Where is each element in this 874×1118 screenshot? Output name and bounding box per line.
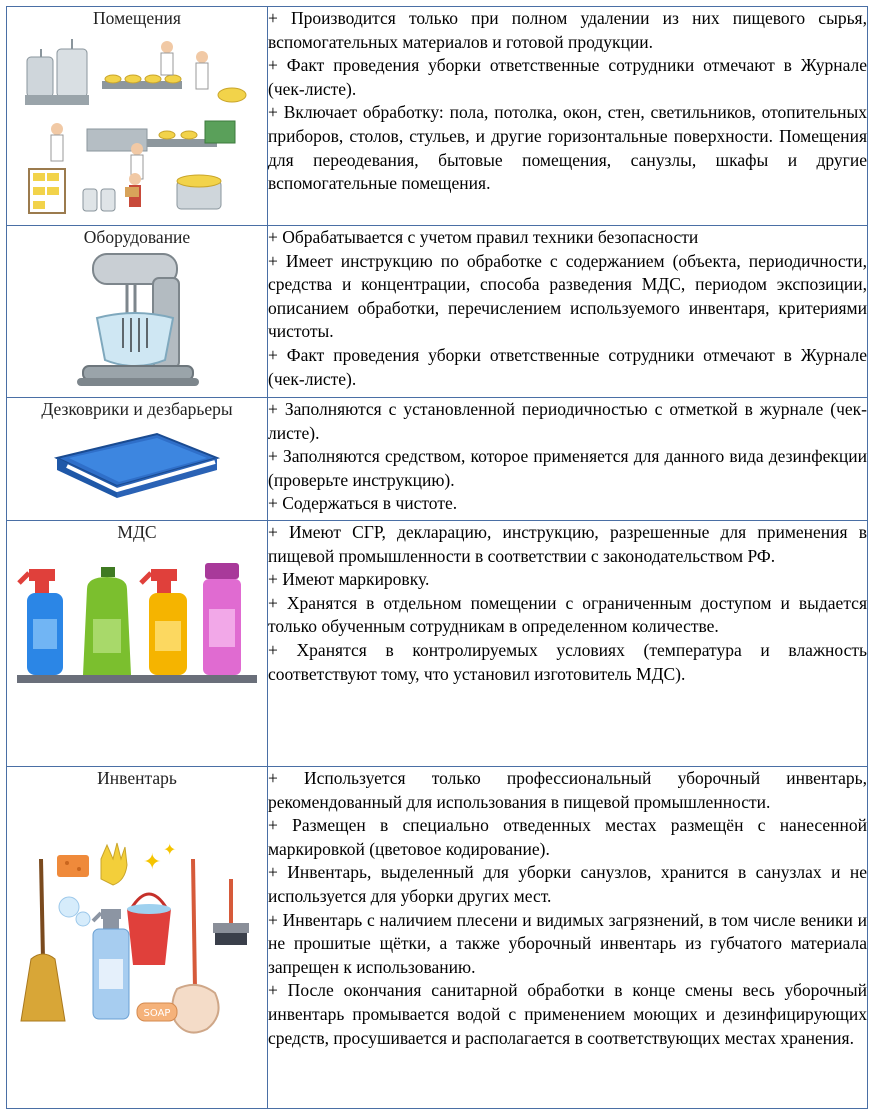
- row-right-cell: [268, 226, 868, 398]
- row-right-cell: [268, 767, 868, 1109]
- row-paragraph: + Имеют маркировку.: [268, 569, 430, 590]
- row-paragraph: + Имеют СГР, декларацию, инструкцию, разрешенные для применения в пищевой промышленности в соответствии с законодательством РФ.: [268, 522, 867, 566]
- row-title: Дезковрики и дезбарьеры: [41, 399, 233, 419]
- row-title: Оборудование: [83, 227, 191, 247]
- row-left-cell: [7, 226, 268, 398]
- row-paragraph: + Хранятся в контролируемых условиях (температура и влажность соответствуют тому, что установил изготовитель МДС).: [268, 639, 867, 684]
- row-right-cell: [268, 7, 868, 226]
- row-left-cell: [7, 398, 268, 521]
- row-title: МДС: [117, 522, 157, 542]
- disinfection-mat-illustration: [47, 420, 227, 512]
- row-left-cell: [7, 521, 268, 767]
- row-right-cell: [268, 521, 868, 767]
- food-factory-illustration: [17, 29, 257, 217]
- row-title: Инвентарь: [97, 768, 177, 788]
- row-paragraph: + Содержаться в чистоте.: [268, 493, 458, 514]
- row-paragraph: + Используется только профессиональный уборочный инвентарь, рекомендованный для использования в пищевой промышленности.: [268, 768, 867, 812]
- table-row: [7, 226, 868, 398]
- row-right-cell: [268, 398, 868, 521]
- row-paragraph: + Имеет инструкцию по обработке с содержанием (объекта, периодичности, средства и концентрации, способа разведения МДС, периодом экспозиции, описанием обработки, перечислением используемого инвентаря, критериями чистоты.: [268, 250, 867, 342]
- row-title: Помещения: [93, 8, 181, 28]
- row-paragraph: + Обрабатывается с учетом правил техники безопасности: [268, 227, 699, 247]
- row-paragraph: + После окончания санитарной обработки в конце смены весь уборочный инвентарь промывается водой с применением моющих и дезинфицирующих средств, просушивается и располагается в соответствующих местах хранения.: [268, 980, 867, 1048]
- row-left-cell: [7, 7, 268, 226]
- row-paragraph: + Заполняются средством, которое применяется для данного вида дезинфекции (проверьте инструкцию).: [268, 446, 867, 490]
- cleaning-tools-illustration: [17, 789, 257, 1089]
- sanitation-table: [6, 6, 868, 1109]
- row-paragraph: + Хранятся в отдельном помещении с ограниченным доступом и выдается только обученным сотрудникам в определенном количестве.: [268, 592, 867, 637]
- svg-text:✦: ✦: [143, 850, 162, 875]
- svg-text:✦: ✦: [163, 840, 177, 859]
- row-paragraph: + Инвентарь с наличием плесени и видимых загрязнений, в том числе веники и не прошитые щётки, а также уборочный инвентарь из губчатого материала запрещен к использованию.: [268, 909, 867, 977]
- row-paragraph: + Размещен в специально отведенных местах размещён с нанесенной маркировкой (цветовое кодирование).: [268, 815, 867, 859]
- row-paragraph: + Производится только при полном удалении из них пищевого сырья, вспомогательных материалов и готовой продукции.: [268, 8, 867, 52]
- table-row: [7, 7, 868, 226]
- detergent-bottles-illustration: [17, 559, 257, 699]
- row-paragraph: + Инвентарь, выделенный для уборки санузлов, хранится в санузлах и не используется для уборки других мест.: [268, 862, 867, 906]
- table-row: [7, 767, 868, 1109]
- row-paragraph: + Факт проведения уборки ответственные сотрудники отмечают в Журнале (чек-листе).: [268, 55, 867, 99]
- table-row: [7, 521, 868, 767]
- soap-label: SOAP: [143, 1008, 171, 1019]
- row-paragraph: + Факт проведения уборки ответственные сотрудники отмечают в Журнале (чек-листе).: [268, 344, 867, 389]
- row-left-cell: [7, 767, 268, 1109]
- row-paragraph: + Заполняются с установленной периодичностью с отметкой в журнале (чек-листе).: [268, 399, 867, 443]
- table-row: [7, 398, 868, 521]
- stand-mixer-illustration: [57, 248, 217, 394]
- row-paragraph: + Включает обработку: пола, потолка, окон, стен, светильников, отопительных приборов, столов, стульев, и другие горизонтальные поверхности. Помещения для переодевания, бытовые помещения, санузлы, шкафы и другие вспомогательные помещения.: [268, 102, 867, 194]
